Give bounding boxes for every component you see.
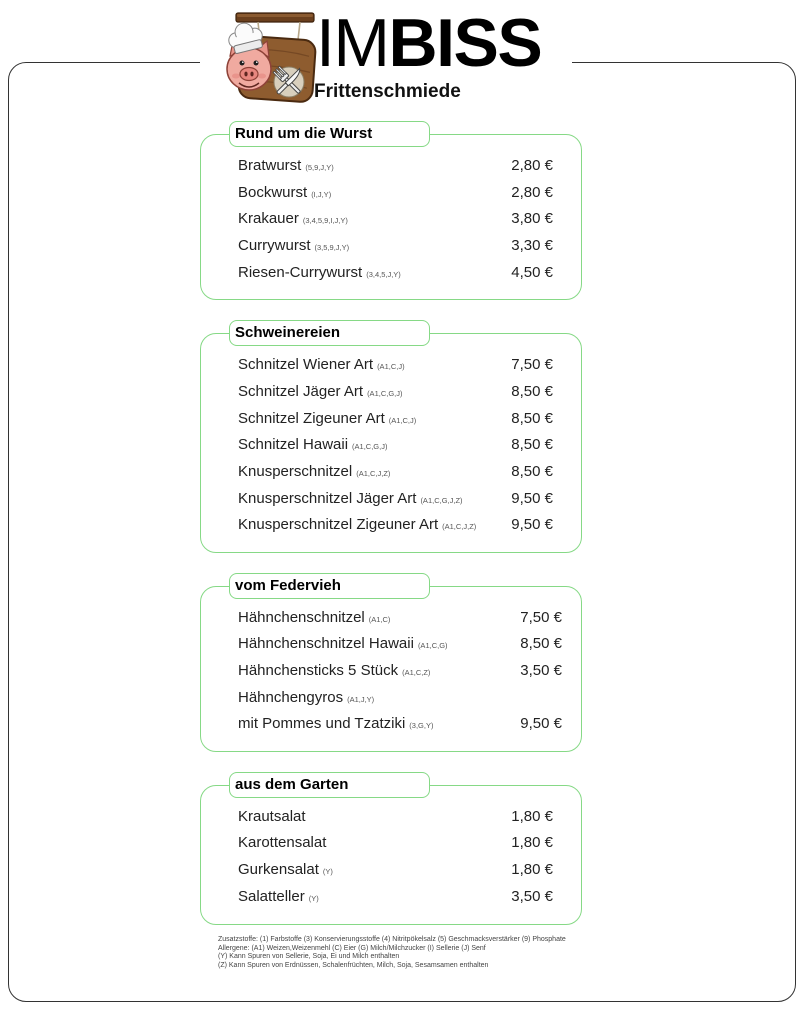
item-name: Krakauer (238, 210, 299, 228)
item-price: 8,50 € (511, 409, 553, 427)
menu (200, 125, 582, 957)
item-name: Schnitzel Zigeuner Art (238, 409, 385, 427)
item-price: 3,30 € (511, 237, 553, 255)
item-name: Knusperschnitzel (238, 462, 353, 480)
footnote-traces-y: (Y) Kann Spuren von Sellerie, Soja, Ei und Milch enthalten (218, 953, 400, 961)
item-allergens: (A1,C,G,J) (352, 442, 388, 452)
menu-item (238, 658, 562, 685)
menu-item (238, 512, 553, 539)
item-name: Knusperschnitzel Jäger Art (238, 489, 417, 507)
item-allergens: (A1,C,G,J) (367, 388, 403, 398)
menu-item (238, 459, 553, 486)
section-title: Schweinereien (229, 320, 430, 346)
menu-item (238, 711, 562, 738)
item-allergens: (A1,C,G) (417, 641, 448, 651)
item-price: 8,50 € (511, 382, 553, 400)
item-allergens: (3,5,9,J,Y) (314, 243, 350, 253)
section-title: Rund um die Wurst (229, 121, 430, 147)
menu-item (238, 206, 553, 233)
item-price: 3,80 € (511, 210, 553, 228)
menu-item (238, 260, 553, 287)
item-allergens: (5,9,J,Y) (305, 163, 334, 172)
item-allergens: (3,G,Y) (409, 721, 434, 731)
item-price: 7,50 € (511, 356, 553, 374)
brand-title (316, 5, 542, 81)
item-price: 9,50 € (511, 516, 553, 534)
item-price: 2,80 € (511, 157, 553, 174)
brand-title-regular: IM (316, 5, 389, 81)
menu-item (238, 605, 562, 632)
pig-chef-sign-icon (222, 10, 318, 104)
item-price: 9,50 € (511, 489, 553, 507)
menu-section-schweinereien (200, 324, 582, 553)
item-price: 8,50 € (511, 436, 553, 454)
brand-title-bold: BISS (388, 5, 542, 81)
item-name: Riesen-Currywurst (238, 263, 363, 281)
item-name: Schnitzel Wiener Art (238, 356, 374, 374)
item-allergens: (3,4,5,J,Y) (366, 269, 401, 279)
item-allergens: (Y) (322, 867, 333, 877)
menu-item (238, 830, 553, 857)
item-price: 8,50 € (511, 462, 553, 480)
footnote-traces-z: (Z) Kann Spuren von Erdnüssen, Schalenfrüchten, Milch, Soja, Sesamsamen enthalten (218, 961, 489, 969)
section-title: aus dem Garten (229, 772, 430, 798)
item-name: Salatteller (238, 887, 305, 905)
item-price: 1,80 € (511, 834, 553, 852)
item-price: 8,50 € (520, 635, 562, 653)
item-price: 9,50 € (520, 715, 562, 733)
legend-footnotes (218, 936, 566, 970)
item-name: Knusperschnitzel Zigeuner Art (238, 516, 439, 534)
item-price: 3,50 € (511, 887, 553, 905)
item-allergens: (A1,C,J,Z) (442, 522, 477, 532)
footnote-allergens: Allergene: (A1) Weizen,Weizenmehl (C) Eier (G) Milch/Milchzucker (I) Sellerie (J) Senf (218, 944, 486, 952)
section-title: vom Federvieh (229, 573, 430, 599)
menu-item (238, 352, 553, 379)
menu-item (238, 432, 553, 459)
menu-item (238, 486, 553, 513)
item-name: Currywurst (238, 237, 311, 255)
menu-item (238, 631, 562, 658)
item-allergens: (I,J,Y) (311, 189, 332, 199)
menu-section-federvieh (200, 576, 582, 752)
item-name: Karottensalat (238, 834, 327, 852)
item-price: 1,80 € (511, 807, 553, 825)
menu-item (238, 804, 553, 831)
footnote-additives: Zusatzstoffe: (1) Farbstoffe (3) Konservierungsstoffe (4) Nitritpökelsalz (5) Geschmacksverstärker (9) Phosphate (218, 936, 566, 943)
menu-item (238, 857, 553, 884)
item-price: 1,80 € (511, 861, 553, 879)
item-name: Krautsalat (238, 807, 306, 825)
item-name: Hähnchenschnitzel (238, 608, 365, 626)
menu-section-garten (200, 775, 582, 925)
item-allergens: (A1,C,J) (388, 415, 417, 425)
item-name: Schnitzel Jäger Art (238, 382, 364, 400)
item-price: 3,50 € (520, 662, 562, 679)
item-allergens: (Y) (308, 893, 319, 903)
item-price: 4,50 € (511, 263, 553, 281)
item-name: mit Pommes und Tzatziki (238, 715, 406, 733)
menu-item (238, 153, 553, 180)
item-name: Gurkensalat (238, 861, 319, 879)
item-name: Hähnchensticks 5 Stück (238, 662, 399, 679)
item-name: Bockwurst (238, 183, 308, 201)
item-allergens: (A1,C) (368, 614, 391, 624)
menu-item (238, 406, 553, 433)
item-price: 7,50 € (520, 608, 562, 626)
item-allergens: (A1,C,J) (377, 362, 405, 372)
menu-item (238, 379, 553, 406)
item-allergens: (3,4,5,9,I,J,Y) (302, 216, 348, 226)
menu-item (238, 180, 553, 207)
item-name: Schnitzel Hawaii (238, 436, 349, 454)
brand-subtitle: Frittenschmiede (314, 81, 461, 102)
hanger-beam-icon (236, 13, 314, 22)
fork-knife-icon (273, 66, 304, 97)
menu-item (238, 685, 562, 712)
item-allergens: (A1,C,G,J,Z) (420, 495, 463, 505)
item-name: Bratwurst (238, 157, 302, 174)
pig-chef-icon (225, 19, 271, 90)
menu-section-wurst (200, 125, 582, 300)
menu-item (238, 884, 553, 911)
item-allergens: (A1,J,Y) (347, 694, 375, 704)
menu-item (238, 233, 553, 260)
item-name: Hähnchengyros (238, 688, 344, 706)
item-price: 2,80 € (511, 183, 553, 201)
item-name: Hähnchenschnitzel Hawaii (238, 635, 414, 653)
item-allergens: (A1,C,J,Z) (356, 468, 391, 478)
item-allergens: (A1,C,Z) (402, 668, 431, 677)
